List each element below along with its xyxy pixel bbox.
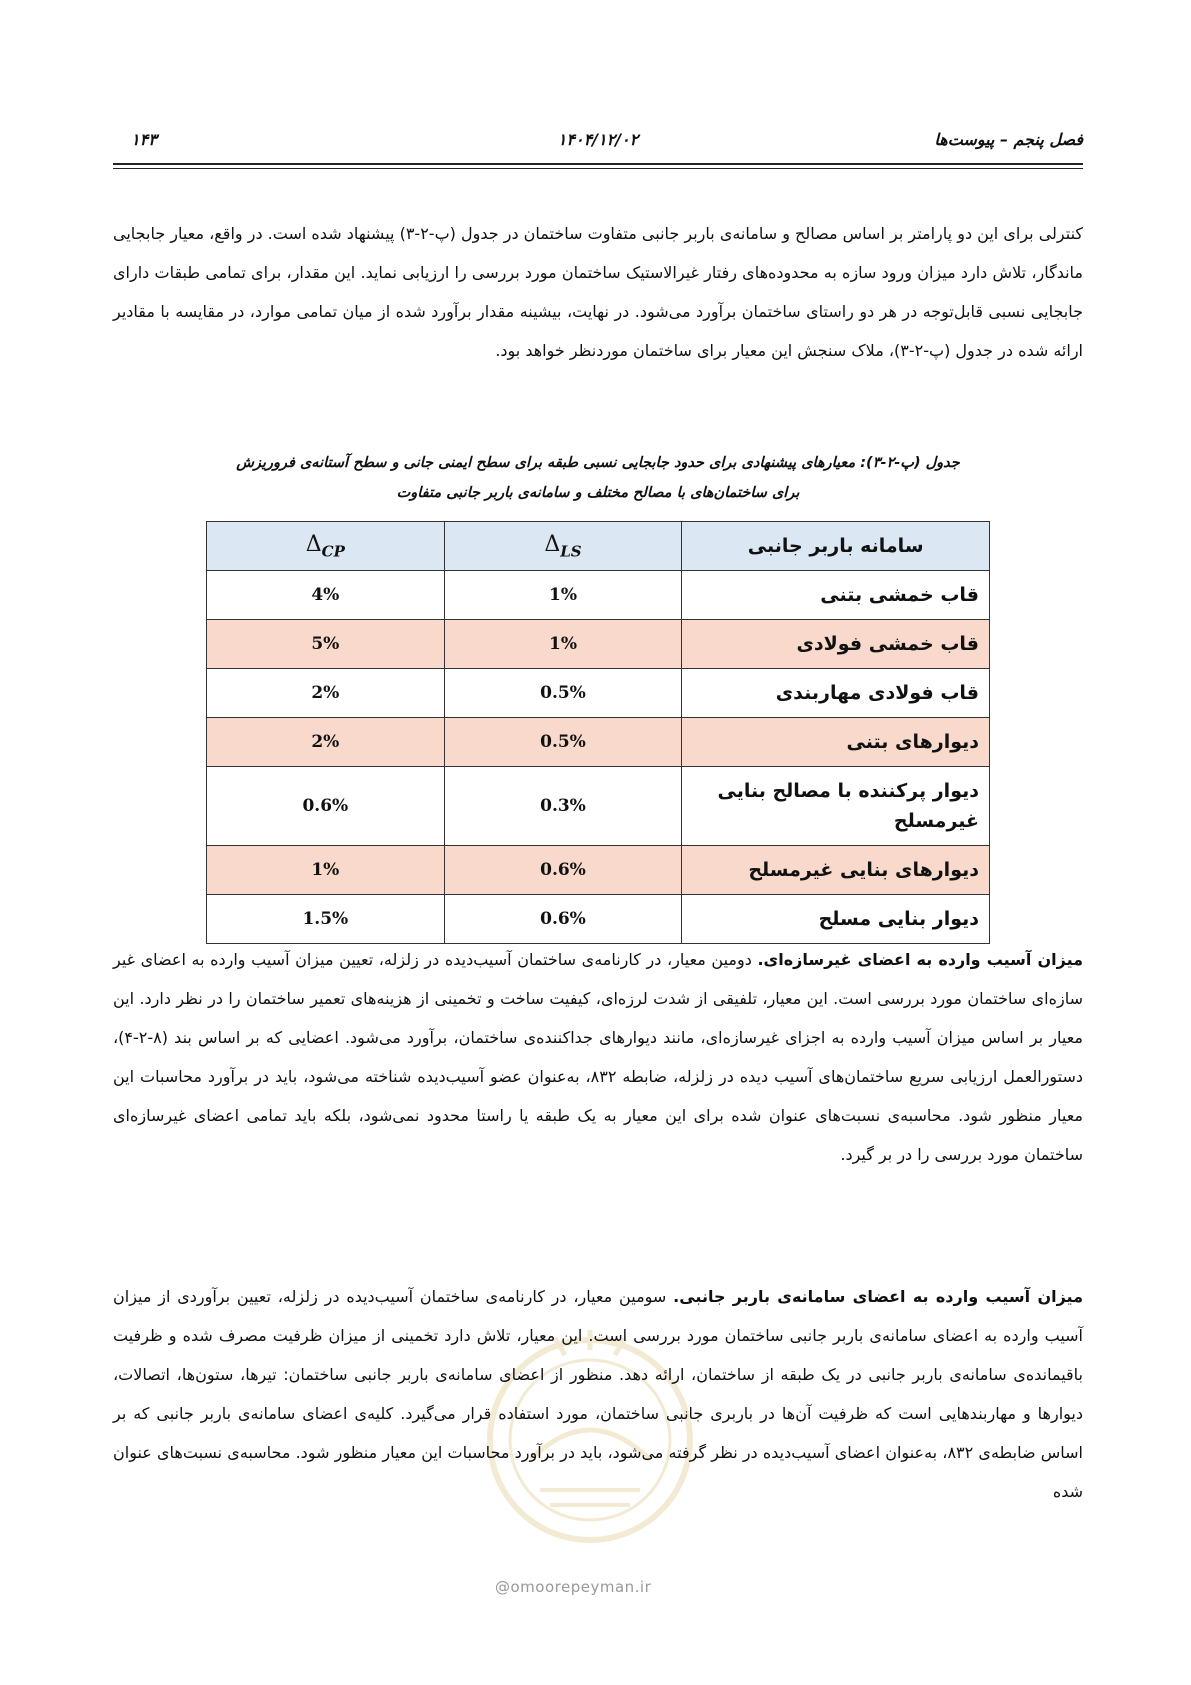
header-rule — [113, 163, 1083, 165]
table-row — [207, 669, 990, 718]
cell-ls: 0.6% — [444, 846, 682, 895]
page-number: ۱۴۳ — [131, 130, 157, 149]
cell-cp: 1.5% — [207, 895, 445, 944]
cell-cp: 2% — [207, 669, 445, 718]
paragraph-lateral-system — [113, 1277, 1083, 1511]
cell-cp: 1% — [207, 846, 445, 895]
cell-system: قاب خمشی فولادی — [682, 620, 990, 669]
paragraph-intro: کنترلی برای این دو پارامتر بر اساس مصالح و سامانه‌ی باربر جانبی متفاوت ساختمان در جدول (پ-۲-۳) پیشنهاد شده است. در واقع، معیار جابجایی ماندگار، تلاش دارد میزان ورود سازه به محدوده‌های رفتار غیرالاستیک ساختمان مورد بررسی را ارزیابی نماید. این مقدار، برای تمامی طبقات دارای جابجایی نسبی قابل‌توجه در هر دو راستای ساختمان برآورد می‌شود. در نهایت، بیشینه مقدار برآورد شده از میان تمامی موارد، در مقایسه با مقادیر ارائه شده در جدول (پ-۲-۳)، ملاک سنجش این معیار برای ساختمان موردنظر خواهد بود. — [113, 224, 1084, 360]
cell-system: دیوارهای بنایی غیرمسلح — [682, 846, 990, 895]
col-header-system: سامانه باربر جانبی — [682, 522, 990, 571]
cell-ls: 0.6% — [444, 895, 682, 944]
table-row — [207, 620, 990, 669]
header-rule-thin — [113, 168, 1083, 169]
cell-cp: 5% — [207, 620, 445, 669]
table-row — [207, 895, 990, 944]
drift-criteria-table — [206, 521, 990, 944]
table-row — [207, 846, 990, 895]
cell-ls: 0.5% — [444, 669, 682, 718]
paragraph-lead: میزان آسیب وارده به اعضای غیرسازه‌ای. — [757, 950, 1084, 969]
page-header — [113, 130, 1083, 162]
paragraph-nonstructural — [113, 940, 1083, 1174]
table-row — [207, 571, 990, 620]
table-caption-line1: جدول (پ-۲-۳): معیارهای پیشنهادی برای حدود جابجایی نسبی طبقه برای سطح ایمنی جانی و سطح آستانه‌ی فروریزش — [236, 455, 960, 471]
chapter-title: فصل پنجم – پیوست‌ها — [934, 130, 1083, 149]
table-row — [207, 767, 990, 846]
cell-cp: 4% — [207, 571, 445, 620]
paragraph-body: دومین معیار، در کارنامه‌ی ساختمان آسیب‌دیده در زلزله، تعیین میزان آسیب وارده به اعضای غیر سازه‌ای ساختمان مورد بررسی است. این معیار، تلفیقی از شدت لرزه‌ای، کیفیت ساخت و تخمینی از هزینه‌های تعمیر ساختمان را در نظر دارد. این معیار بر اساس میزان آسیب وارده به اجزای غیرسازه‌ای، مانند دیوارهای جداکننده‌ی ساختمان، برآورد می‌شود. اعضایی که بر اساس بند (۸-۲-۴)، دستورالعمل ارزیابی سریع ساختمان‌های آسیب دیده در زلزله، ضابطه ۸۳۲، به‌عنوان عضو آسیب‌دیده شناخته می‌شود، باید در برآورد محاسبات این معیار منظور شود. محاسبه‌ی نسبت‌های عنوان شده برای این معیار به یک طبقه یا راستا محدود نمی‌شود، بلکه باید تمامی اعضای غیرسازه‌ای ساختمان مورد بررسی را در بر گیرد. — [113, 950, 1083, 1164]
cell-ls: 0.3% — [444, 767, 682, 846]
col-header-cp: $\Delta_{CP}$ — [207, 522, 445, 571]
table-row — [207, 718, 990, 767]
cell-system: دیوارهای بتنی — [682, 718, 990, 767]
table-header-row — [207, 522, 990, 571]
cell-cp: 0.6% — [207, 767, 445, 846]
cell-system: قاب خمشی بتنی — [682, 571, 990, 620]
watermark-text: @omoorepeyman.ir — [495, 1578, 652, 1596]
paragraph-body: سومین معیار، در کارنامه‌ی ساختمان آسیب‌دیده در زلزله، تعیین برآوردی از میزان آسیب وارده به اعضای سامانه‌ی باربر جانبی ساختمان مورد بررسی است. این معیار، تلاش دارد تخمینی از میزان ظرفیت مصرف شده و ظرفیت باقیمانده‌ی سامانه‌ی باربر جانبی در یک طبقه از ساختمان، ارائه دهد. منظور از اعضای سامانه‌ی باربر جانبی ساختمان: تیرها، ستون‌ها، اتصالات، دیوارها و مهاربندهایی است که ظرفیت آن‌ها در باربری جانبی ساختمان، مورد استفاده قرار می‌گیرد. کلیه‌ی اعضای سامانه‌ی باربر جانبی که بر اساس ضابطه‌ی ۸۳۲، به‌عنوان اعضای آسیب‌دیده در نظر گرفته می‌شود، باید در برآورد محاسبات این معیار منظور شود. محاسبه‌ی نسبت‌های عنوان شده — [113, 1287, 1083, 1501]
paragraph-lead: میزان آسیب وارده به اعضای سامانه‌ی باربر جانبی. — [673, 1287, 1083, 1306]
table-caption — [113, 448, 1083, 508]
header-date: ۱۴۰۴/۱۲/۰۲ — [557, 130, 639, 149]
cell-system: قاب فولادی مهاربندی — [682, 669, 990, 718]
cell-system: دیوار بنایی مسلح — [682, 895, 990, 944]
cell-ls: 0.5% — [444, 718, 682, 767]
col-header-ls: $\Delta_{LS}$ — [444, 522, 682, 571]
table-caption-line2: برای ساختمان‌های با مصالح مختلف و سامانه‌ی باربر جانبی متفاوت — [396, 485, 800, 501]
cell-ls: 1% — [444, 571, 682, 620]
cell-system: دیوار پرکننده با مصالح بنایی غیرمسلح — [682, 767, 990, 846]
cell-cp: 2% — [207, 718, 445, 767]
cell-ls: 1% — [444, 620, 682, 669]
